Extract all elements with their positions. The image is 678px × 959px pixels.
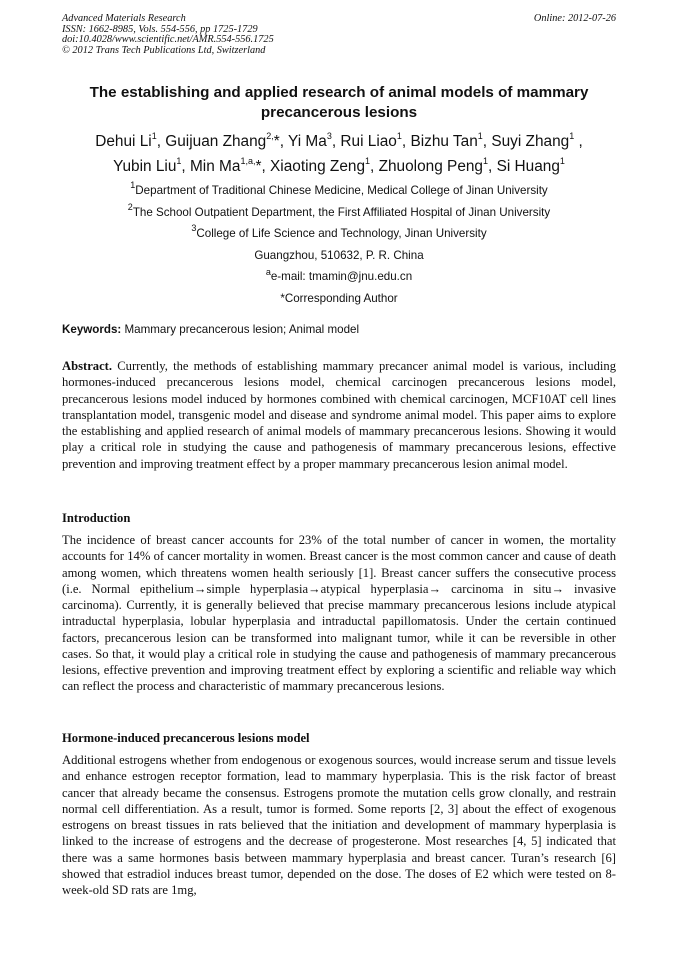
author-separator: , — [279, 133, 289, 150]
author-affiliation-mark: 1 — [569, 130, 575, 141]
author-affiliation-mark: 1 — [176, 155, 182, 166]
author-name: Xiaoting Zeng — [270, 158, 366, 175]
author-line-2 — [40, 154, 638, 179]
issn-line: ISSN: 1662-8985, Vols. 554-556, pp 1725-1729 — [62, 23, 258, 35]
author-name: Rui Liao — [340, 133, 397, 150]
section-heading-hormone-model: Hormone-induced precancerous lesions model — [62, 731, 310, 745]
keywords-text: Mammary precancerous lesion; Animal model — [121, 323, 360, 336]
author-affiliation-mark: 1 — [559, 155, 565, 166]
online-date: Online: 2012-07-26 — [533, 13, 616, 24]
author-separator: , — [331, 133, 341, 150]
abstract-text: Currently, the methods of establishing mammary precancer animal model is various, including hormones-induced precancerous lesions model, chemical carcinogen precancerous lesions model, precancerous lesions model induced by hormones combined with chemical carcinogen, MCF10AT cell lines transplantation model, transgenic model and disease and syndrome animal model. This paper aims to explore the establishing and applied research of animal models of mammary precancerous lesions. Showing it would play a critical role in studying the cause and pathogenesis of mammary precancerous lesions, effective prevention and improving treatment effect by a proper mammary precancerous lesion animal model. — [62, 359, 616, 471]
author-separator: , — [181, 158, 190, 175]
affiliation-line — [40, 202, 638, 224]
author-name: Dehui Li — [95, 133, 152, 150]
author-affiliation-mark: 1 — [483, 155, 489, 166]
hormone-model-paragraph: Additional estrogens whether from endogenous or exogenous sources, would increase serum and tissue levels and enhance estrogen receptor formation, lead to mammary hyperplasia. This is the risk factor of breast cancer that already became the consensus. Estrogens promote the mutation cells grow clonally, and restrain normal cell differentiation. As a result, tumor is formed. Some reports [2, 3] about the effect of exogenous estrogens on breast tissues in rats believed that the initiation and development of mammary hyperplasia is linked to the increase of estrogens and the decrease of progesterone. Most researches [4, 5] indicated that there was a same hormones basis between mammary hyperplasia and breast cancer. Turan’s research [6] showed that estradiol induces breast tumor, depended on the dose. The doses of E2 which were tested on 8-week-old SD rats are 1mg, — [62, 753, 616, 897]
author-affiliation-mark: 2, — [266, 130, 274, 141]
affiliation-line — [40, 288, 638, 310]
author-separator: , — [574, 133, 583, 150]
title-line-2: precancerous lesions — [260, 104, 418, 121]
author-separator: , — [482, 133, 492, 150]
affiliation-mark: 2 — [127, 201, 133, 212]
affiliation-list — [40, 180, 638, 310]
affiliation-text: Department of Traditional Chinese Medicine, Medical College of Jinan University — [135, 184, 548, 197]
author-separator: , — [261, 158, 271, 175]
journal-header — [62, 14, 616, 56]
author-separator: , — [401, 133, 411, 150]
author-affiliation-mark: 1 — [477, 130, 483, 141]
author-affiliation-mark: 1 — [365, 155, 371, 166]
corresponding-author-mark: * — [255, 158, 262, 175]
keywords-label: Keywords: — [62, 323, 122, 336]
author-name: Guijuan Zhang — [165, 133, 267, 150]
author-separator: , — [488, 158, 497, 175]
affiliation-line — [40, 223, 638, 245]
affiliation-text: Guangzhou, 510632, P. R. China — [254, 248, 424, 262]
author-affiliation-mark: 1,a, — [240, 155, 256, 166]
affiliation-mark: 1 — [130, 180, 136, 191]
corresponding-author-mark: * — [273, 133, 280, 150]
author-name: Yubin Liu — [113, 158, 177, 175]
section-heading-introduction: Introduction — [62, 511, 131, 525]
author-name: Bizhu Tan — [410, 133, 478, 150]
affiliation-text: *Corresponding Author — [280, 291, 398, 305]
author-name: Min Ma — [189, 158, 241, 175]
abstract — [62, 358, 616, 472]
journal-name: Advanced Materials Research — [62, 13, 186, 24]
author-line-1 — [40, 129, 638, 154]
author-name: Zhuolong Peng — [378, 158, 483, 175]
affiliation-text: College of Life Science and Technology, Jinan University — [196, 227, 487, 241]
author-list — [40, 129, 638, 179]
title-line-1: The establishing and applied research of animal models of mammary — [89, 84, 589, 101]
author-affiliation-mark: 3 — [326, 130, 332, 141]
affiliation-line — [40, 180, 638, 202]
author-separator: , — [156, 133, 166, 150]
author-affiliation-mark: 1 — [396, 130, 402, 141]
author-name: Suyi Zhang — [491, 133, 570, 150]
author-name: Yi Ma — [288, 133, 327, 150]
introduction-paragraph: The incidence of breast cancer accounts for 23% of the total number of cancer in women, the mortality accounts for 14% of cancer mortality in women. Breast cancer is the most common cancer and cause of death among women, which threatens women health seriously [1]. Breast cancer suffers the consecutive process (i.e. Normal epithelium→simple hyperplasia→atypical hyperplasia→ carcinoma in situ→ invasive carcinoma). Currently, it is generally believed that precise mammary precancerous lesions include atypical intraductal hyperplasia, lobular hyperplasia and intraductal papillomatosis. Under the certain continued factors, precancerous lesion can be transformed into malignant tumor, while it can be reversible in other cases. So that, it would play a critical role in studying the cause and pathogenesis of mammary precancerous lesions, effective prevention and improving treatment effect by exploring a scientific and reliable way which can reflect the process and characteristic of mammary precancerous lesions. — [62, 533, 616, 694]
keywords — [62, 322, 616, 338]
doi-line: doi:10.4028/www.scientific.net/AMR.554-556.1725 — [62, 34, 274, 46]
paper-title — [62, 83, 616, 123]
affiliation-line — [40, 266, 638, 288]
affiliation-mark: 3 — [191, 223, 197, 234]
affiliation-line — [40, 245, 638, 267]
affiliation-mark: a — [265, 266, 271, 277]
copyright-line: © 2012 Trans Tech Publications Ltd, Switzerland — [62, 44, 266, 56]
affiliation-text: The School Outpatient Department, the First Affiliated Hospital of Jinan University — [132, 205, 551, 219]
affiliation-text: e-mail: tmamin@jnu.edu.cn — [270, 270, 413, 284]
abstract-label: Abstract. — [62, 359, 113, 373]
author-affiliation-mark: 1 — [151, 130, 157, 141]
author-name: Si Huang — [496, 158, 560, 175]
author-separator: , — [370, 158, 379, 175]
